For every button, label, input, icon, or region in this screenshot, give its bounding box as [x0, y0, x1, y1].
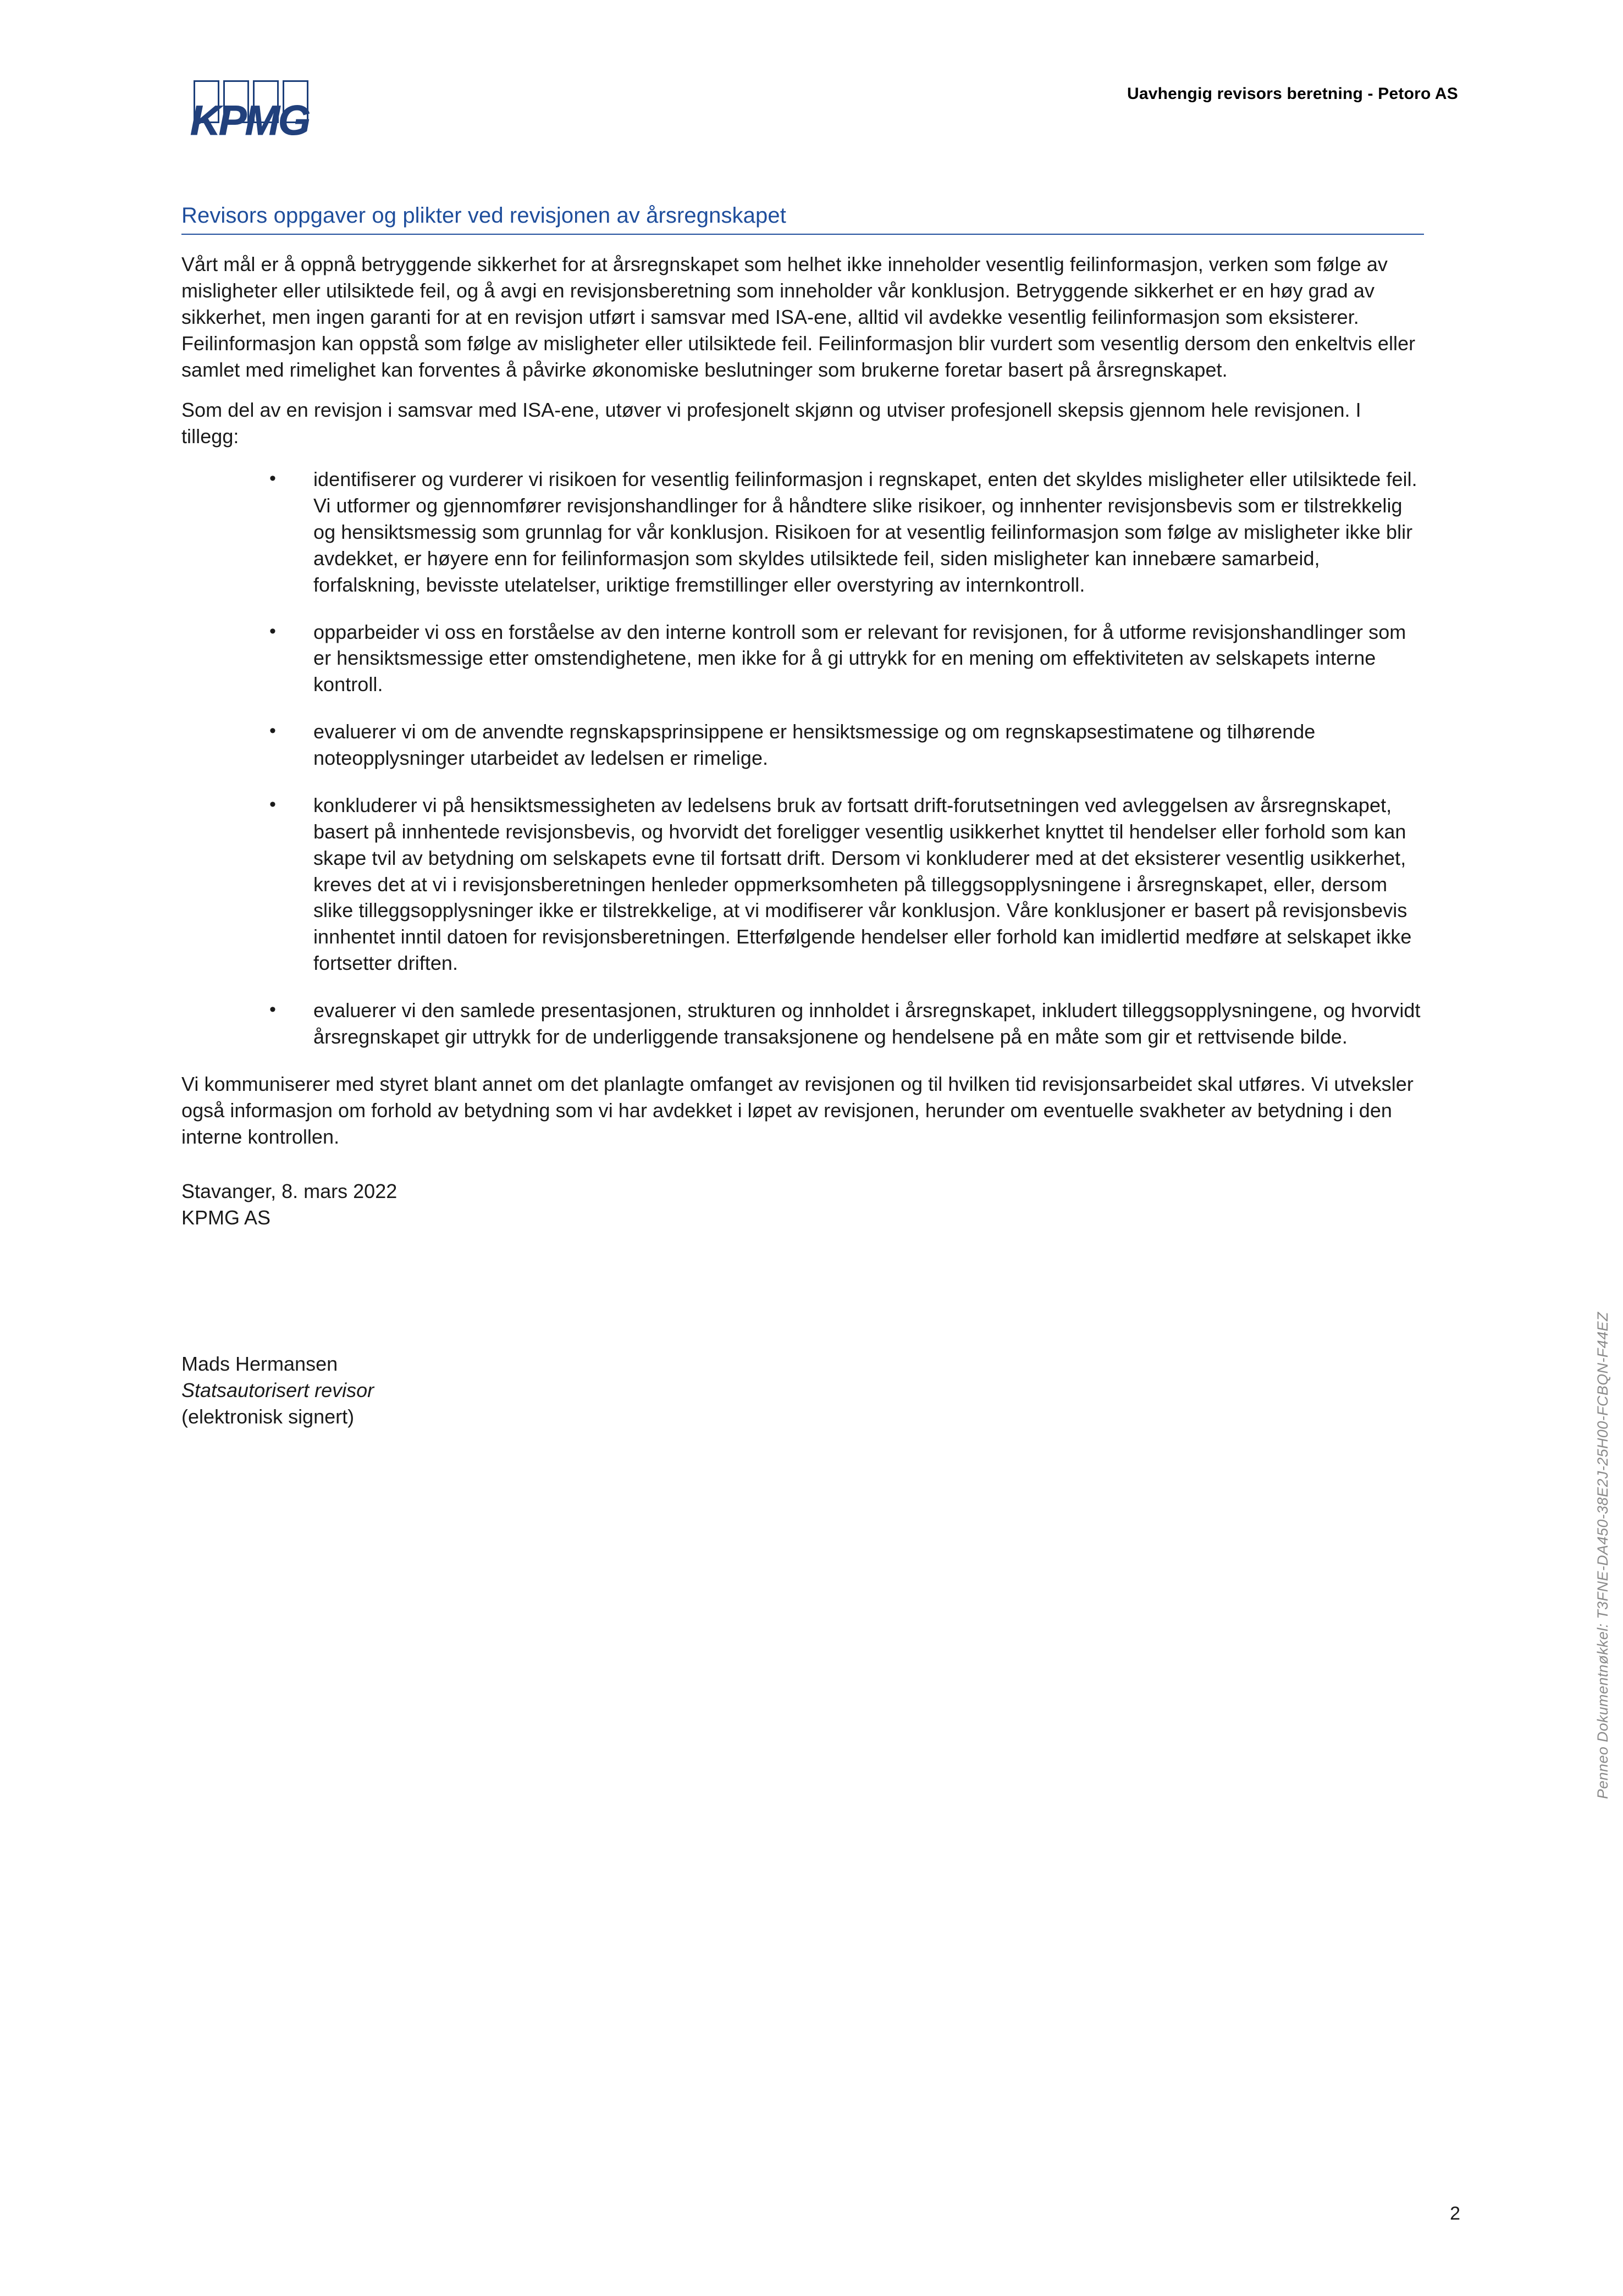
- bullet-marker-icon: •: [269, 793, 276, 815]
- signature-firm: KPMG AS: [181, 1206, 271, 1229]
- signature-place-date-block: [181, 1178, 1424, 1231]
- audit-duties-bullet-list: [181, 466, 1424, 1050]
- bullet-marker-icon: •: [269, 468, 276, 489]
- list-item-text: evaluerer vi den samlede presentasjonen, strukturen og innholdet i årsregnskapet, inkludert tilleggsopplysningene, og hvorvidt årsregnskapet gir uttrykk for de underliggende transaksjonene og hendelsene på en måte som gir et rettvisende bilde.: [313, 999, 1421, 1048]
- signature-note: (elektronisk signert): [181, 1405, 355, 1428]
- header-title: Uavhengig revisors beretning - Petoro AS: [1127, 85, 1458, 103]
- signer-name: Mads Hermansen: [181, 1353, 338, 1376]
- signature-place-date: Stavanger, 8. mars 2022: [181, 1180, 398, 1203]
- list-item: [181, 619, 1424, 698]
- kpmg-logo: [181, 76, 322, 146]
- bullet-marker-icon: •: [269, 999, 276, 1020]
- signer-title: Statsautorisert revisor: [181, 1379, 374, 1401]
- list-item: [181, 792, 1424, 976]
- bullet-marker-icon: •: [269, 720, 276, 742]
- list-item: [181, 466, 1424, 598]
- signature-name-block: [181, 1351, 1424, 1430]
- paragraph-1: Vårt mål er å oppnå betryggende sikkerhet for at årsregnskapet som helhet ikke inneholder vesentlig feilinformasjon, verken som følge av misligheter eller utilsiktede feil, og å avgi en revisjonsberetning som inneholder vår konklusjon. Betryggende sikkerhet er en høy grad av sikkerhet, men ingen garanti for at en revisjon utført i samsvar med ISA-ene, alltid vil avdekke vesentlig feilinformasjon som eksisterer. Feilinformasjon kan oppstå som følge av misligheter eller utilsiktede feil. Feilinformasjon blir vurdert som vesentlig dersom den enkeltvis eller samlet med rimelighet kan forventes å påvirke økonomiske beslutninger som brukerne foretar basert på årsregnskapet.: [181, 253, 1416, 381]
- list-item-text: konkluderer vi på hensiktsmessigheten av ledelsens bruk av fortsatt drift-forutsetningen ved avleggelsen av årsregnskapet, basert på innhentede revisjonsbevis, og hvorvidt det foreligger vesentlig usikkerhet knyttet til hendelser eller forhold som kan skape tvil av betydning om selskapets evne til fortsatt drift. Dersom vi konkluderer med at det eksisterer vesentlig usikkerhet, kreves det at vi i revisjonsberetningen henleder oppmerksomheten på tilleggsopplysningene i årsregnskapet, eller, dersom slike tilleggsopplysninger ikke er tilstrekkelige, at vi modifiserer vår konklusjon. Våre konklusjoner er basert på revisjonsbevis innhentet inntil datoen for revisjonsberetningen. Etterfølgende hendelser eller forhold kan imidlertid medføre at selskapet ikke fortsetter driften.: [313, 793, 1412, 975]
- list-item: [181, 719, 1424, 771]
- page-header: [181, 71, 1458, 154]
- penneo-document-key-watermark: Penneo Dokumentnøkkel: T3FNE-DA450-38E2J-25H00-FCBQN-F44EZ: [1594, 1312, 1611, 1800]
- list-item: [181, 997, 1424, 1050]
- document-content: [181, 203, 1424, 1430]
- list-item-text: opparbeider vi oss en forståelse av den interne kontroll som er relevant for revisjonen, for å utforme revisjonshandlinger som er hensiktsmessige etter omstendighetene, men ikke for å gi uttrykk for en mening om effektiviteten av selskapets interne kontroll.: [313, 620, 1406, 696]
- list-item-text: identifiserer og vurderer vi risikoen for vesentlig feilinformasjon i regnskapet, enten det skyldes misligheter eller utilsiktede feil. Vi utformer og gjennomfører revisjonshandlinger for å håndtere slike risikoer, og innhenter revisjonsbevis som er tilstrekkelig og hensiktsmessig som grunnlag for vår konklusjon. Risikoen for at vesentlig feilinformasjon som følge av misligheter ikke blir avdekket, er høyere enn for feilinformasjon som skyldes utilsiktede feil, siden misligheter kan innebære samarbeid, forfalskning, bevisste utelatelser, uriktige fremstillinger eller overstyring av internkontroll.: [313, 468, 1417, 596]
- bullet-marker-icon: •: [269, 620, 276, 642]
- kpmg-logo-wordmark: KPMG: [190, 97, 309, 144]
- page-number: 2: [1450, 2203, 1460, 2224]
- paragraph-2: Som del av en revisjon i samsvar med ISA-ene, utøver vi profesjonelt skjønn og utviser profesjonell skepsis gjennom hele revisjonen. I tillegg:: [181, 399, 1361, 448]
- section-heading: Revisors oppgaver og plikter ved revisjonen av årsregnskapet: [181, 203, 1424, 235]
- list-item-text: evaluerer vi om de anvendte regnskapsprinsippene er hensiktsmessige og om regnskapsestimatene og tilhørende noteopplysninger utarbeidet av ledelsen er rimelige.: [313, 720, 1316, 769]
- paragraph-3: Vi kommuniserer med styret blant annet om det planlagte omfanget av revisjonen og til hvilken tid revisjonsarbeidet skal utføres. Vi utveksler også informasjon om forhold av betydning som vi har avdekket i løpet av revisjonen, herunder om eventuelle svakheter av betydning i den interne kontrollen.: [181, 1072, 1414, 1148]
